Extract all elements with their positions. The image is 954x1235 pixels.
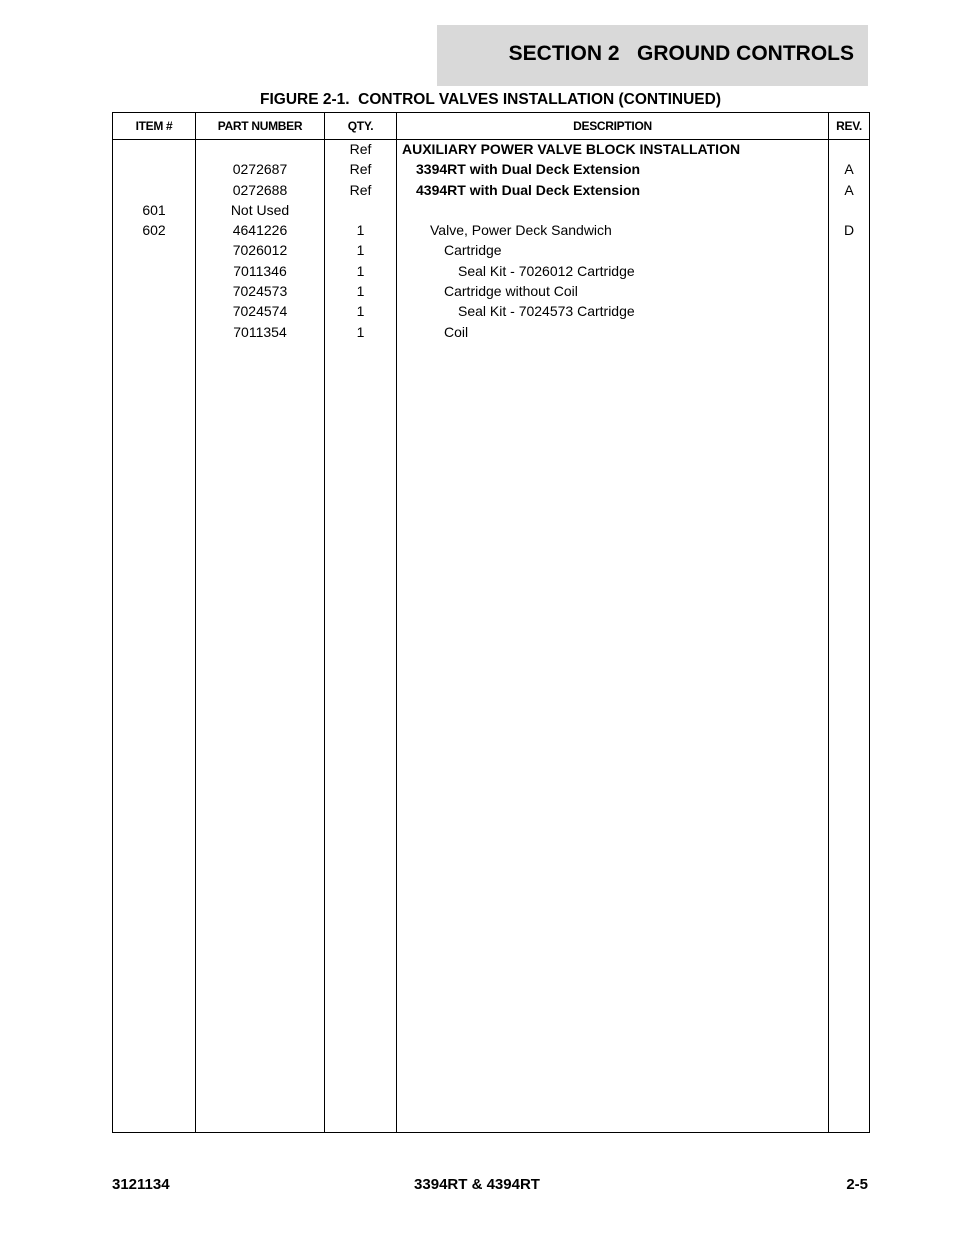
qty-cell: 1 xyxy=(356,262,365,279)
description-cell: Seal Kit - 7024573 Cartridge xyxy=(458,303,635,320)
table-row xyxy=(113,180,869,200)
part-number-cell: 0272688 xyxy=(232,181,288,198)
qty-cell: 1 xyxy=(356,283,365,300)
qty-cell: Ref xyxy=(349,161,372,178)
qty-cell: Ref xyxy=(349,141,372,157)
table-row xyxy=(113,220,869,240)
part-number-cell: 7026012 xyxy=(232,242,288,259)
qty-cell: 1 xyxy=(356,303,365,320)
section-title: SECTION 2 GROUND CONTROLS xyxy=(508,42,854,65)
table-row xyxy=(113,139,869,159)
header-part-number: PART NUMBER xyxy=(217,119,303,133)
rev-cell: A xyxy=(844,161,854,178)
table-row xyxy=(113,301,869,321)
table-row xyxy=(113,159,869,179)
table-row xyxy=(113,322,869,342)
part-number-cell: 7024574 xyxy=(232,303,288,320)
figure-title: FIGURE 2-1. CONTROL VALVES INSTALLATION (CONTINUED) xyxy=(260,91,721,108)
qty-cell: 1 xyxy=(356,242,365,259)
table-row xyxy=(113,281,869,301)
header-qty: QTY. xyxy=(347,119,374,133)
header-description: DESCRIPTION xyxy=(573,119,652,133)
rev-cell: A xyxy=(844,181,854,198)
item-cell: 601 xyxy=(142,201,166,218)
description-cell: Cartridge xyxy=(444,242,502,259)
table-row xyxy=(113,261,869,281)
item-cell: 602 xyxy=(142,222,166,239)
part-number-cell: 4641226 xyxy=(232,222,288,239)
footer-model: 3394RT & 4394RT xyxy=(414,1176,540,1193)
table-row xyxy=(113,200,869,220)
part-number-cell: 7011354 xyxy=(233,323,287,340)
part-number-cell: Not Used xyxy=(230,201,290,218)
description-cell: Seal Kit - 7026012 Cartridge xyxy=(458,262,635,279)
qty-cell: Ref xyxy=(349,181,372,198)
description-cell: AUXILIARY POWER VALVE BLOCK INSTALLATION xyxy=(402,141,741,157)
rev-cell: D xyxy=(843,222,855,239)
footer-page-number: 2-5 xyxy=(846,1176,868,1193)
part-number-cell: 0272687 xyxy=(232,161,288,178)
header-rev: REV. xyxy=(836,119,862,133)
part-number-cell: 7024573 xyxy=(232,283,288,300)
qty-cell: 1 xyxy=(356,222,365,239)
description-cell: Coil xyxy=(444,323,469,340)
qty-cell: 1 xyxy=(356,323,365,340)
description-cell: Cartridge without Coil xyxy=(444,283,578,300)
table-body xyxy=(113,139,869,342)
header-item: ITEM # xyxy=(135,119,173,133)
description-cell: Valve, Power Deck Sandwich xyxy=(430,222,612,239)
part-number-cell: 7011346 xyxy=(233,262,287,279)
description-cell: 4394RT with Dual Deck Extension xyxy=(416,181,641,198)
footer-document-number: 3121134 xyxy=(112,1176,170,1193)
parts-table xyxy=(112,112,870,1133)
table-row xyxy=(113,240,869,260)
section-banner xyxy=(437,25,868,86)
description-cell: 3394RT with Dual Deck Extension xyxy=(416,161,641,178)
